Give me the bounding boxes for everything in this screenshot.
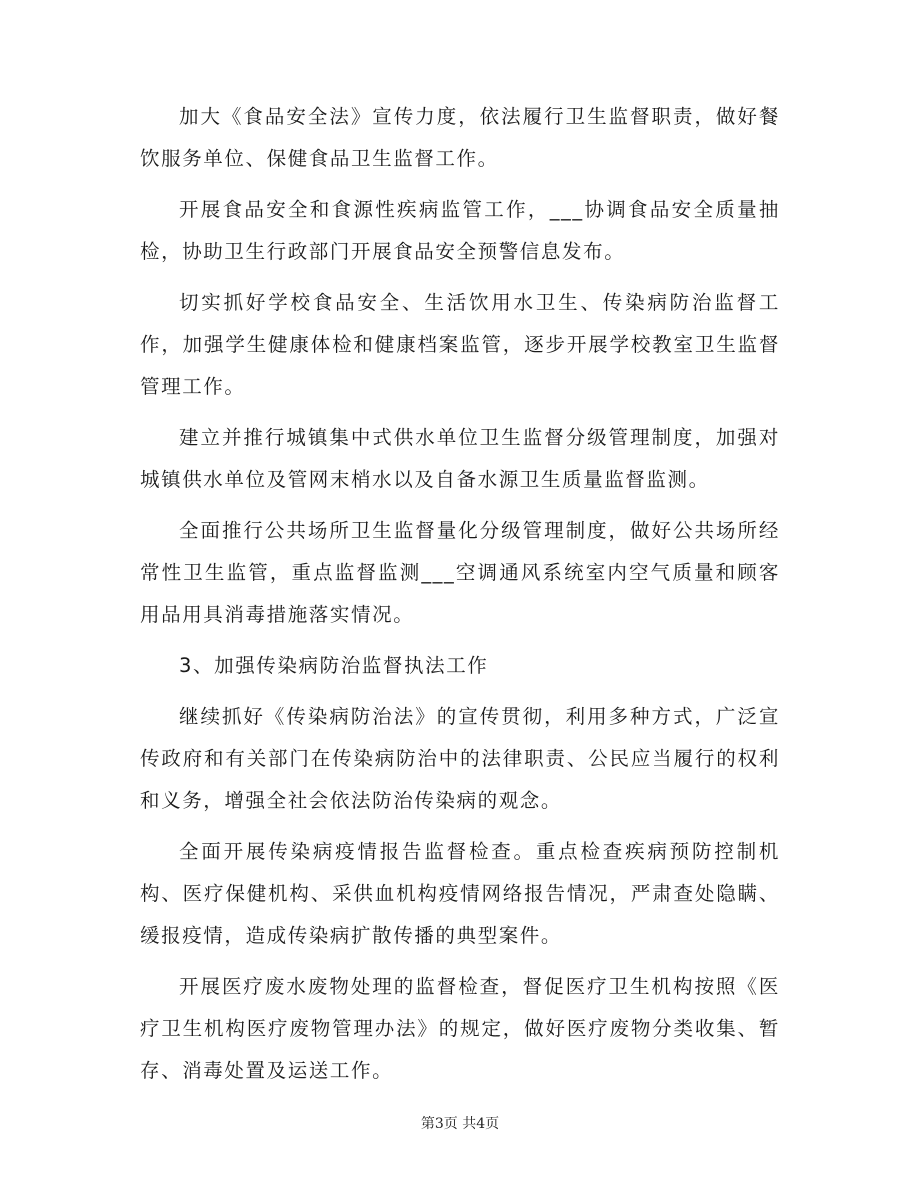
paragraph-school-health: 切实抓好学校食品安全、生活饮用水卫生、传染病防治监督工作，加强学生健康体检和健康档案监管，逐步开展学校教室卫生监督管理工作。 [140, 291, 780, 398]
paragraph-infectious-disease-law: 继续抓好《传染病防治法》的宣传贯彻，利用多种方式，广泛宣传政府和有关部门在传染病防治中的法律职责、公民应当履行的权利和义务，增强全社会依法防治传染病的观念。 [140, 705, 780, 812]
section-heading: 3、加强传染病防治监督执法工作 [179, 654, 489, 677]
document-body [140, 96, 780, 1101]
paragraph-medical-waste: 开展医疗废水废物处理的监督检查，督促医疗卫生机构按照《医疗卫生机构医疗废物管理办法》的规定，做好医疗废物分类收集、暂存、消毒处置及运送工作。 [140, 975, 780, 1082]
paragraph-water-supply: 建立并推行城镇集中式供水单位卫生监督分级管理制度，加强对城镇供水单位及管网末梢水以及自备水源卫生质量监督监测。 [140, 426, 780, 491]
paragraph-epidemic-reporting: 全面开展传染病疫情报告监督检查。重点检查疾病预防控制机构、医疗保健机构、采供血机构疫情网络报告情况，严肃查处隐瞒、缓报疫情，造成传染病扩散传播的典型案件。 [140, 840, 780, 947]
page-number-footer: 第3页 共4页 [420, 1116, 500, 1132]
paragraph-foodborne-disease: 开展食品安全和食源性疾病监管工作，___协调食品安全质量抽检，协助卫生行政部门开展食品安全预警信息发布。 [140, 198, 780, 263]
paragraph-public-places: 全面推行公共场所卫生监督量化分级管理制度，做好公共场所经常性卫生监管，重点监督监测___空调通风系统室内空气质量和顾客用品用具消毒措施落实情况。 [140, 519, 780, 626]
paragraph-food-safety-law: 加大《食品安全法》宣传力度，依法履行卫生监督职责，做好餐饮服务单位、保健食品卫生监督工作。 [140, 105, 780, 170]
